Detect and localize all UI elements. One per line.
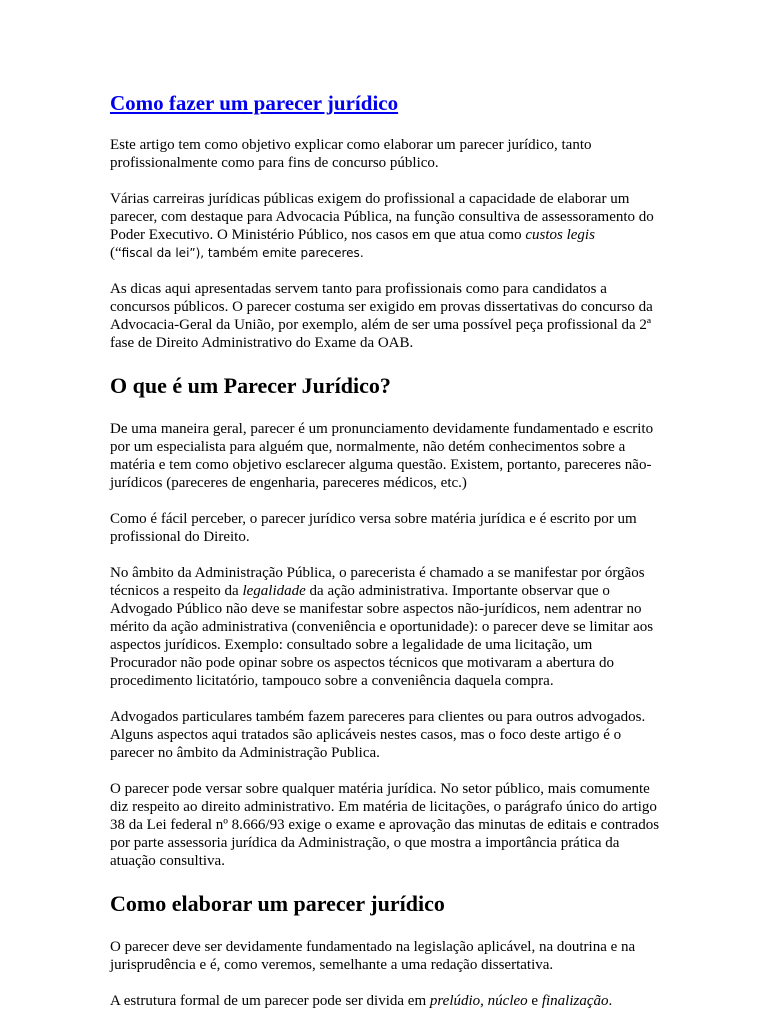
section-heading-what-is: O que é um Parecer Jurídico? xyxy=(110,373,391,398)
section2-paragraph-2 xyxy=(110,992,660,1010)
article-title-link[interactable]: Como fazer um parecer jurídico xyxy=(110,91,399,115)
intro-p2-text-2: (“ xyxy=(110,245,122,261)
section1-paragraph-5: O parecer pode versar sobre qualquer matéria jurídica. No setor público, mais comumente diz respeito ao direito administrativo. Em matéria de licitações, o parágrafo único do artigo 38 da Lei federal nº 8.666/93 exige o exame e aprovação das minutas de editais e contrados por parte assessoria jurídica da Administração, o que mostra a importância prática da atuação consultiva. xyxy=(110,781,660,869)
intro-p2-end: . xyxy=(359,246,364,260)
intro-p2-text-1: Várias carreiras jurídicas públicas exigem do profissional a capacidade de elaborar um parecer, com destaque para Advocacia Pública, na função consultiva de assessoramento do Poder Executivo. O Ministério Público, nos casos em que atua como xyxy=(110,191,654,243)
section2-p2-end: . xyxy=(608,993,613,1009)
section-heading-how-to: Como elaborar um parecer jurídico xyxy=(110,891,445,916)
intro-p2-italic: custos legis xyxy=(525,227,595,243)
section2-paragraph-1: O parecer deve ser devidamente fundamentado na legislação aplicável, na doutrina e na jurisprudência e é, como veremos, semelhante a uma redação dissertativa. xyxy=(110,939,636,973)
section1-p3-text-1: No âmbito da Administração Pública, o parecerista é chamado a se manifestar por órgãos técnicos a respeito da xyxy=(110,565,645,599)
section2-p2-italic-3: finalização xyxy=(541,993,609,1009)
intro-paragraph-3: As dicas aqui apresentadas servem tanto para profissionais como para candidatos a concursos públicos. O parecer costuma ser exigido em provas dissertativas do concurso da Advocacia-Geral da União, por exemplo, além de ser uma possível peça profissional da 2ª fase de Direito Administrativo do Exame da OAB. xyxy=(110,281,653,351)
section1-paragraph-4: Advogados particulares também fazem pareceres para clientes ou para outros advogados. Alguns aspectos aqui tratados são aplicáveis nestes casos, mas o foco deste artigo é o parecer no âmbito da Administração Publica. xyxy=(110,709,646,761)
section1-p3-italic: legalidade xyxy=(242,583,306,599)
intro-p2-sans-text: fiscal da lei”), também emite pareceres xyxy=(121,246,360,260)
intro-paragraph-2 xyxy=(110,190,660,262)
section2-p2-text-1: A estrutura formal de um parecer pode ser divida em xyxy=(110,993,430,1009)
article xyxy=(110,88,660,1028)
section2-p2-italic-2: núcleo xyxy=(487,993,528,1009)
section1-p3-text-2: da ação administrativa. Importante observar que o Advogado Público não deve se manifestar sobre aspectos não-jurídicos, nem adentrar no mérito da ação administrativa (conveniência e oportunidade): o parecer deve se limitar aos aspectos jurídicos. Exemplo: consultado sobre a legalidade de uma licitação, um Procurador não pode opinar sobre os aspectos técnicos que motivaram a abertura do procedimento licitatório, tampouco sobre a conveniência daquela compra. xyxy=(110,583,654,689)
section1-paragraph-1: De uma maneira geral, parecer é um pronunciamento devidamente fundamentado e escrito por um especialista para alguém que, normalmente, não detém conhecimentos sobre a matéria e tem como objetivo esclarecer alguma questão. Existem, portanto, pareceres não-jurídicos (pareceres de engenharia, pareceres médicos, etc.) xyxy=(110,421,654,491)
section1-paragraph-2: Como é fácil perceber, o parecer jurídico versa sobre matéria jurídica e é escrito por um profissional do Direito. xyxy=(110,511,637,545)
section2-p2-italic-1: prelúdio xyxy=(429,993,481,1009)
intro-paragraph-1: Este artigo tem como objetivo explicar como elaborar um parecer jurídico, tanto profissionalmente como para fins de concurso público. xyxy=(110,137,592,171)
section1-paragraph-3 xyxy=(110,564,660,690)
section2-p2-sep-1: , xyxy=(480,993,488,1009)
section2-p2-sep-2: e xyxy=(527,993,542,1009)
